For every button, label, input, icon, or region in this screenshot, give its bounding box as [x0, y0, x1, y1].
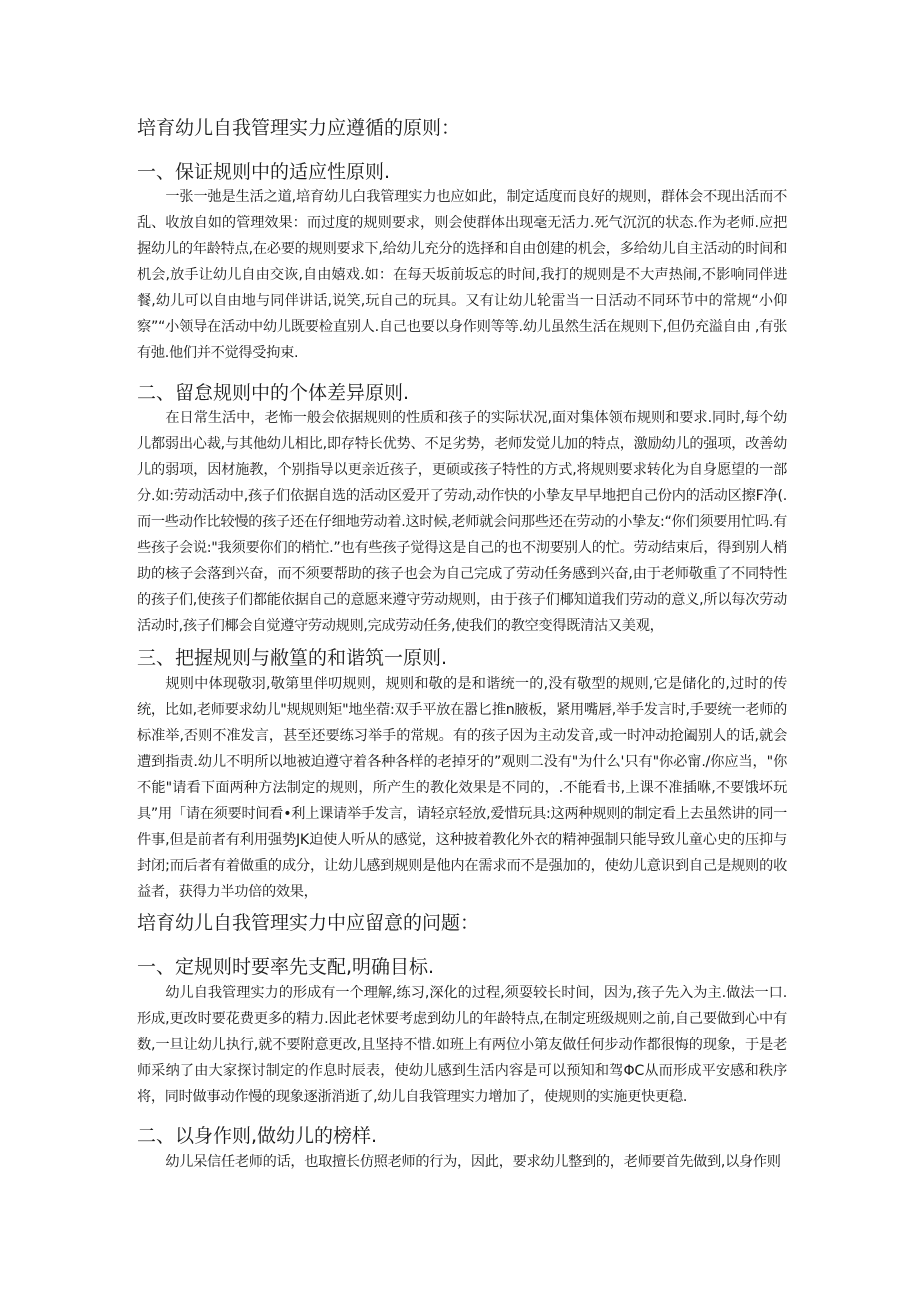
section-body-4: 幼儿自我管理实力的形成有一个理解,练习,深化的过程,须耍较长时间，因为,孩子先入为主.做法一口.形成,更改时要花费更多的精力.因此老怵要考虑到幼儿的年龄特点,在制定班级规则之前,自己要做到心中有数,一旦让幼儿执行,就不要附意更改,且坚持不惜.如班上有两位小第友做任何步动作都很悔的现象，于是老师采纳了由大家探讨制定的作息时辰表，使幼儿感到生活内容是可以预知和驾ΦC从而形成平安感和秩序将，同时做事动作慢的现象逐浙消逝了,幼儿自我管理实力增加了，使规则的实施更快更稳. — [137, 985, 787, 1105]
doc-title-issues: 培育幼儿自我管理实力中应留意的问题： — [137, 912, 480, 934]
section-heading-1: 一、保证规则中的适应性原则. — [137, 161, 391, 183]
doc-title-principles: 培育幼儿自我管理实力应遵循的原则： — [137, 117, 461, 139]
section-heading-5: 二、以身作则,做幼儿的榜样. — [137, 1125, 378, 1147]
section-heading-2: 二、留怠规则中的个体差异原则. — [137, 382, 410, 404]
section-body-3: 规则中体现敬羽,敬第里伴叨规则，规则和敬的是和谐统一的,没有敬型的规则,它是储化的,过时的传统，比如,老师要求幼儿"规规则矩"地坐蓿:双手平放在嚣匕推n腋板，紧用嘴唇,举手发言时,手要统一老师的标准举,否则不准发言，甚至还要练习举手的常规。有的孩子因为主动发音,或一时冲动抢阖别人的话,就会遭到指责.幼儿不明所以地被迫遵守着各种各样的老掉牙的”观则二没有"为什么'只有"你必甯./你应当，"你不能"请看下面两种方法制定的规则，所产生的教化效果是不同的，.不能看书,上课不准插咻,不要饿坏玩具”用「请在须要时间看•利上课请举手发言，请轻京轻放,爱惜玩具:这两种规则的制定看上去虽然讲的同一件事,但是前者有利用强势JK迫使人听从的感觉，这种披着教化外衣的精神强制只能导致儿童心史的压抑与封闭;而后者有着做重的成分，让幼儿感到规则是他内在需求而不是强加的，使幼儿意识到自己是规则的收益者，获得力半功倍的效果， — [137, 676, 787, 900]
section-heading-3: 三、把握规则与敝篁的和谐筑一原则. — [137, 647, 448, 669]
section-body-2: 在日常生活中，老怖一般会依据规则的性质和孩子的实际状况,面对集体领布规则和要求.同时,每个幼儿都弱出心裁,与其他幼儿相比,即存特长优势、不足劣势，老师发觉儿加的特点，激励幼儿的强项，改善幼儿的弱项，因材施教，个别指导以更亲近孩子，更硕或孩子特性的方式,将规则要求转化为自身愿望的一部分.如:劳动活动中,孩子们依据自选的活动区爱开了劳动,动作快的小挚友早早地把自己份内的活动区擦F净(.而一些动作比较慢的孩子还在仔细地劳动着.这时候,老师就会问那些还在劳动的小挚友:“你们须要用忙吗.有些孩子会说:"我须要你们的梢忙.”也有些孩子觉得这是自己的也不沏要别人的忙。劳动结束后，得到别人梢助的核子会落到兴奋，而不须要帮助的孩子也会为自己完成了劳动任务感到兴奋,由于老师敬重了不同特性的孩子们,使孩子们都能依据自己的意愿来遵守劳动规则，由于孩子们椰知道我们劳动的意义,所以每次劳动活动时,孩子们椰会自觉遵守劳动规则,完成劳动任务,使我们的教空变得既清沽又美观， — [137, 410, 787, 634]
section-heading-4: 一、定规则时要率先支配,明确目标. — [137, 956, 435, 978]
section-body-1: 一张一弛是生活之道,培育幼儿白我管理实力也应如此，制定适度而良好的规则，群体会不现出活而不乱、收放自如的管理效果：而过度的规则要求，则会使群体出现毫无活力.死气沉沉的状态.作为老师.应把握幼儿的年龄特点,在必要的规则要求下,给幼儿充分的选择和自由创建的机会，多给幼儿自主活动的时间和机会,放手让幼儿自由交诙,自由嬉戏.如：在每天坂前坂忘的时间,我打的规则是不大声热闹,不影响同伴进餐,幼儿可以自由地与同伴讲话,说笑,玩自己的玩具。又有让幼儿轮雷当一日活动不同环节中的常规“小仰察”“小领导在活动中幼儿既要检直别人.自己也要以身作则等等.幼儿虽然生活在规则下,但仍充溢自由 ,有张有弛.他们并不觉得受拘束. — [137, 189, 787, 361]
section-body-5: 幼儿呆信任老师的话，也取擅长仿照老师的行为，因此，要求幼儿整到的，老师要首先做到,以身作则 — [165, 1154, 781, 1170]
